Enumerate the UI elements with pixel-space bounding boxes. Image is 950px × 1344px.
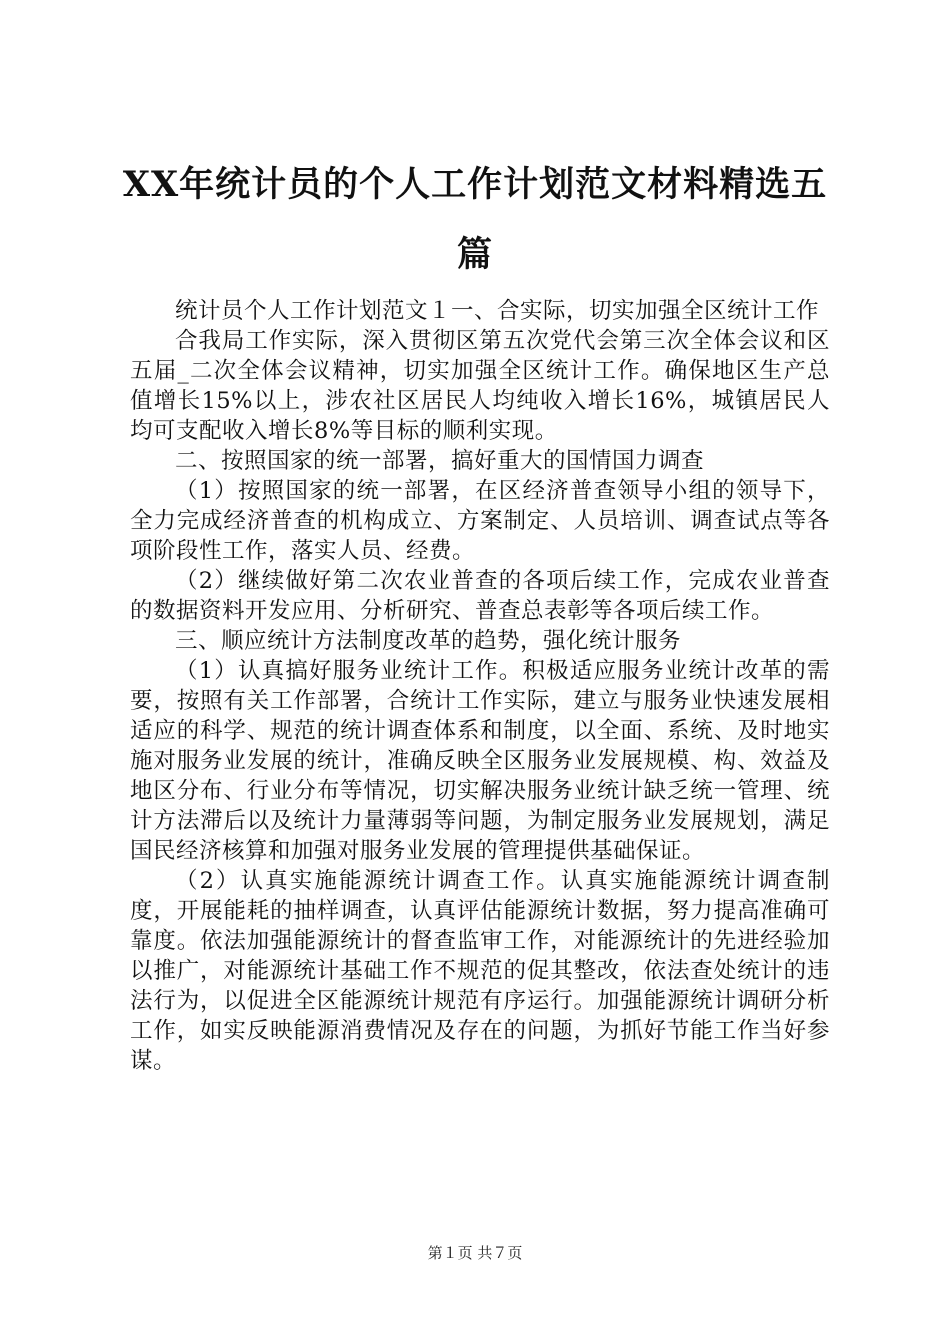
document-body [130,296,830,1076]
document-title: XX年统计员的个人工作计划范文材料精选五篇 [122,164,828,275]
paragraph: 统计员个人工作计划范文１一、合实际，切实加强全区统计工作 [175,298,820,324]
section-heading: 二、按照国家的统一部署，搞好重大的国情国力调查 [175,448,705,474]
page-footer: 第１页 共７页 [427,1244,523,1262]
section-heading: 三、顺应统计方法制度改革的趋势，强化统计服务 [175,628,682,654]
paragraph: （1）按照国家的统一部署，在区经济普查领导小组的领导下，全力完成经济普查的机构成立、方案制定、人员培训、调查试点等各项阶段性工作，落实人员、经费。 [130,478,830,564]
paragraph: 合我局工作实际，深入贯彻区第五次党代会第三次全体会议和区五届_二次全体会议精神，切实加强全区统计工作。确保地区生产总值增长15%以上，涉农社区居民人均纯收入增长16%，城镇居民人均可支配收入增长8%等目标的顺利实现。 [130,328,830,444]
paragraph: （2）继续做好第二次农业普查的各项后续工作，完成农业普查的数据资料开发应用、分析研究、普查总表彰等各项后续工作。 [130,568,830,624]
paragraph: （1）认真搞好服务业统计工作。积极适应服务业统计改革的需要，按照有关工作部署，合统计工作实际，建立与服务业快速发展相适应的科学、规范的统计调查体系和制度，以全面、系统、及时地实施对服务业发展的统计，准确反映全区服务业发展规模、构、效益及地区分布、行业分布等情况，切实解决服务业统计缺乏统一管理、统计方法滞后以及统计力量薄弱等问题，为制定服务业发展规划，满足国民经济核算和加强对服务业发展的管理提供基础保证。 [130,658,830,864]
paragraph: （2）认真实施能源统计调查工作。认真实施能源统计调查制度，开展能耗的抽样调查，认真评估能源统计数据，努力提高准确可靠度。依法加强能源统计的督查监审工作，对能源统计的先进经验加以推广，对能源统计基础工作不规范的促其整改，依法查处统计的违法行为，以促进全区能源统计规范有序运行。加强能源统计调研分析工作，如实反映能源消费情况及存在的问题，为抓好节能工作当好参谋。 [130,868,830,1074]
